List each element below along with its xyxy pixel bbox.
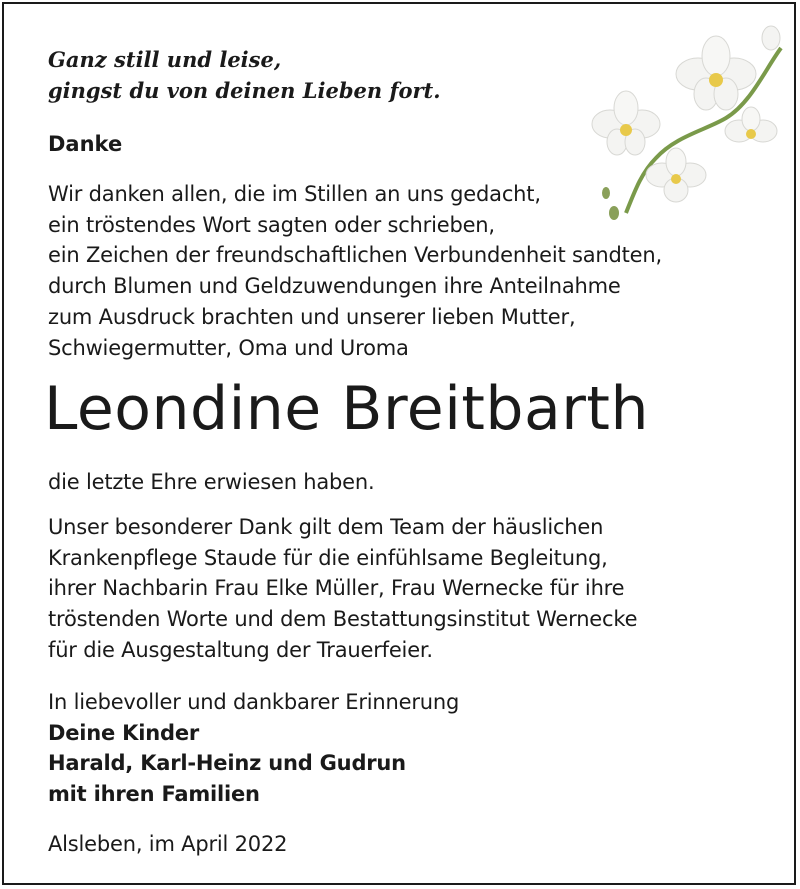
signature-line-names: Harald, Karl-Heinz und Gudrun: [48, 751, 406, 776]
place-date-text: Alsleben, im April 2022: [48, 832, 288, 856]
special-thanks-line: tröstenden Worte und dem Bestattungsinstitut Wernecke: [48, 607, 638, 632]
thanks-line: ein tröstendes Wort sagten oder schrieben,: [48, 212, 495, 237]
thanks-paragraph: [48, 179, 662, 363]
thanks-line: durch Blumen und Geldzuwendungen ihre Anteilnahme: [48, 274, 621, 299]
special-thanks-paragraph: [48, 512, 637, 666]
motto-line-2: gingst du von deinen Lieben fort.: [48, 78, 441, 103]
special-thanks-line: Krankenpflege Staude für die einfühlsame Begleitung,: [48, 545, 608, 570]
honor-text: die letzte Ehre erwiesen haben.: [48, 470, 375, 494]
place-date: [48, 829, 287, 860]
obituary-card: [2, 2, 796, 885]
signature-block: [48, 687, 459, 810]
thanks-line: Schwiegermutter, Oma und Uroma: [48, 335, 409, 360]
thanks-line: zum Ausdruck brachten und unserer lieben Mutter,: [48, 304, 576, 329]
thanks-line: ein Zeichen der freundschaftlichen Verbundenheit sandten,: [48, 243, 662, 268]
signature-line-children: Deine Kinder: [48, 720, 200, 745]
honor-line: [48, 467, 375, 498]
special-thanks-line: Unser besonderer Dank gilt dem Team der häuslichen: [48, 515, 604, 539]
signature-intro: In liebevoller und dankbarer Erinnerung: [48, 690, 460, 714]
thanks-line: Wir danken allen, die im Stillen an uns gedacht,: [48, 182, 541, 206]
deceased-name: Leondine Breitbarth: [44, 374, 649, 444]
special-thanks-line: für die Ausgestaltung der Trauerfeier.: [48, 637, 433, 662]
motto-line-1: Ganz still und leise,: [48, 47, 282, 72]
motto: [48, 44, 441, 106]
special-thanks-line: ihrer Nachbarin Frau Elke Müller, Frau Wernecke für ihre: [48, 576, 625, 601]
signature-line-families: mit ihren Familien: [48, 782, 260, 807]
heading-danke: Danke: [48, 132, 123, 156]
